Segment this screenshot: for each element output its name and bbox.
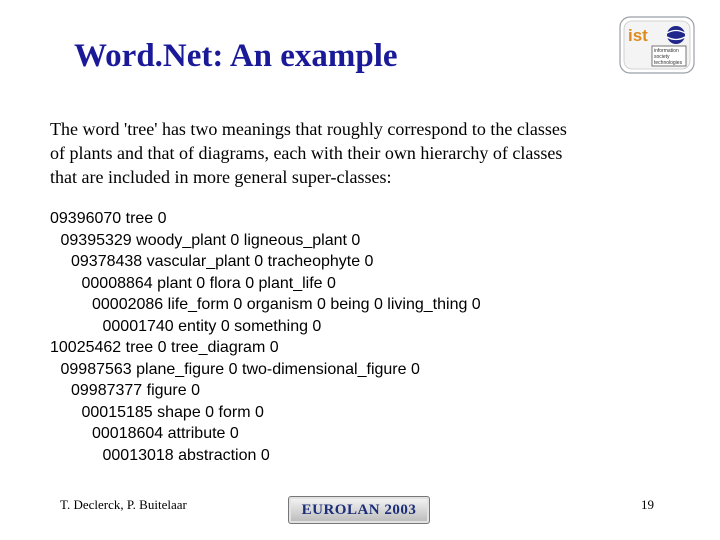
ist-logo-subtext-2: society: [654, 54, 670, 60]
ist-logo-text: ist: [628, 26, 648, 45]
footer-authors: T. Declerck, P. Buitelaar: [60, 497, 187, 512]
page-number: 19: [641, 497, 654, 512]
eurolan-logo: EUROLAN 2003: [288, 496, 430, 524]
hierarchy-line: 00013018 abstraction 0: [102, 446, 270, 464]
slide-title: Word.Net: An example: [74, 38, 398, 74]
hierarchy-line: 09395329 woody_plant 0 ligneous_plant 0: [60, 231, 361, 249]
hierarchy-line: 00015185 shape 0 form 0: [81, 403, 264, 421]
hierarchy-line: 00008864 plant 0 flora 0 plant_life 0: [81, 274, 336, 292]
intro-line: The word 'tree' has two meanings that roughly correspond to the classes: [50, 119, 567, 139]
hierarchy-line: 00018604 attribute 0: [92, 425, 239, 442]
wordnet-hierarchy: [50, 208, 481, 466]
hierarchy-line: 00002086 life_form 0 organism 0 being 0 living_thing 0: [92, 296, 481, 313]
hierarchy-line: 10025462 tree 0 tree_diagram 0: [50, 339, 279, 356]
hierarchy-line: 00001740 entity 0 something 0: [102, 317, 322, 335]
ist-logo-subtext-1: information: [654, 48, 679, 54]
hierarchy-line: 09987563 plane_figure 0 two-dimensional_figure 0: [60, 360, 420, 378]
ist-logo: [618, 14, 696, 76]
ist-logo-subtext-3: technologies: [654, 60, 683, 66]
intro-line: of plants and that of diagrams, each with their own hierarchy of classes: [50, 143, 563, 163]
intro-paragraph: [50, 117, 650, 189]
intro-line: that are included in more general super-classes:: [50, 167, 392, 187]
globe-icon: [667, 26, 685, 44]
hierarchy-line: 09987377 figure 0: [71, 382, 200, 399]
hierarchy-line: 09378438 vascular_plant 0 tracheophyte 0: [71, 253, 374, 270]
hierarchy-line: 09396070 tree 0: [50, 210, 167, 227]
